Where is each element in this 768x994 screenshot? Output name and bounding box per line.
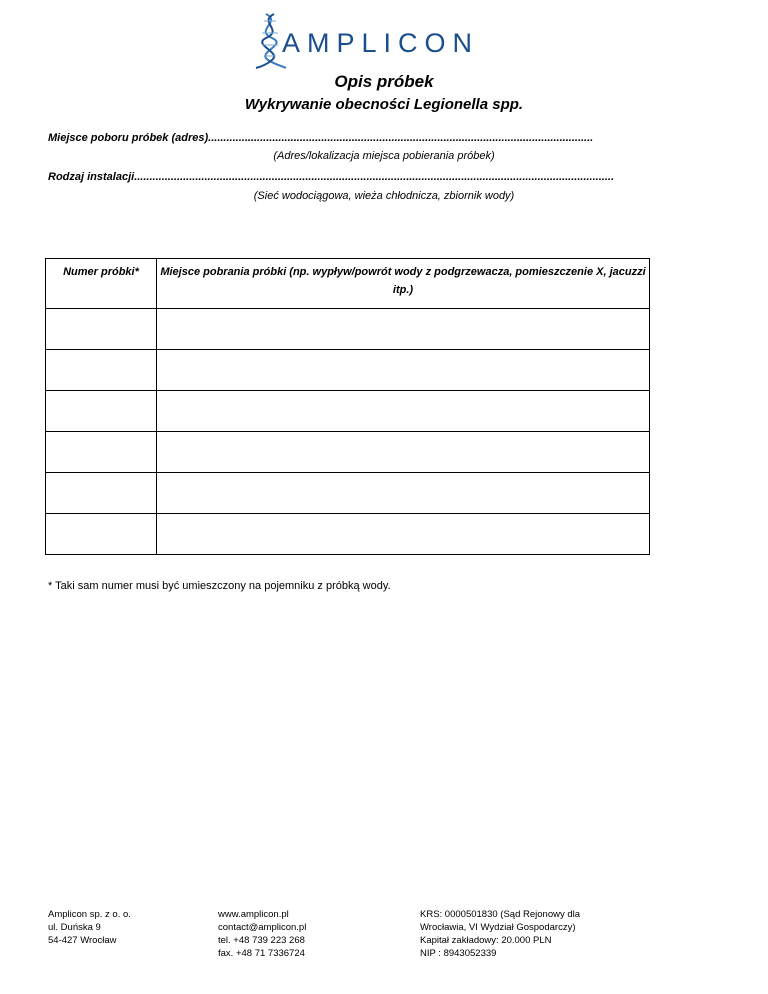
- sample-number-cell[interactable]: [46, 432, 157, 473]
- table-row: [46, 432, 650, 473]
- company-street: ul. Duńska 9: [48, 922, 101, 933]
- website-link[interactable]: www.amplicon.pl: [218, 909, 289, 920]
- phone-number: tel. +48 739 223 268: [218, 935, 305, 946]
- sample-location-cell[interactable]: [157, 514, 650, 555]
- table-row: [46, 309, 650, 350]
- krs-line-1: KRS: 0000501830 (Sąd Rejonowy dla: [420, 909, 581, 920]
- table-row: [46, 350, 650, 391]
- footer-registry: [420, 908, 580, 960]
- sample-location-cell[interactable]: [157, 350, 650, 391]
- sample-number-cell[interactable]: [46, 309, 157, 350]
- sample-location-header: Miejsce pobrania próbki (np. wypływ/powrót wody z podgrzewacza, pomieszczenie X, jacuzzi itp.): [157, 259, 650, 309]
- sample-location-cell[interactable]: [157, 432, 650, 473]
- address-field-hint: (Adres/lokalizacja miejsca pobierania próbek): [273, 150, 495, 162]
- share-capital: Kapitał zakładowy: 20.000 PLN: [420, 935, 552, 946]
- sample-number-cell[interactable]: [46, 473, 157, 514]
- address-field-label: Miejsce poboru próbek (adres)..............................................................................................................................: [48, 132, 594, 144]
- installation-type-field-label: Rodzaj instalacji.............................................................................................................................................................: [48, 171, 615, 183]
- sample-number-header: Numer próbki*: [46, 259, 157, 309]
- installation-type-field-hint: (Sieć wodociągowa, wieża chłodnicza, zbiornik wody): [253, 190, 515, 202]
- footer-company: [48, 908, 131, 947]
- table-row: [46, 514, 650, 555]
- amplicon-logo: [252, 12, 492, 70]
- sample-number-cell[interactable]: [46, 350, 157, 391]
- page-subtitle: Wykrywanie obecności Legionella spp.: [244, 96, 524, 113]
- krs-line-2: Wrocławia, VI Wydział Gospodarczy): [420, 922, 576, 933]
- nip-number: NIP : 8943052339: [420, 948, 497, 959]
- company-city: 54-427 Wrocław: [48, 935, 117, 946]
- sample-location-cell[interactable]: [157, 391, 650, 432]
- footnote: * Taki sam numer musi być umieszczony na pojemniku z próbką wody.: [48, 580, 391, 592]
- fax-number: fax. +48 71 7336724: [218, 948, 305, 959]
- page-title: Opis próbek: [334, 72, 434, 91]
- sample-location-cell[interactable]: [157, 309, 650, 350]
- sample-number-cell[interactable]: [46, 514, 157, 555]
- email-link[interactable]: contact@amplicon.pl: [218, 922, 307, 933]
- company-name: Amplicon sp. z o. o.: [48, 909, 131, 920]
- sample-location-cell[interactable]: [157, 473, 650, 514]
- footer-contact: [218, 908, 306, 960]
- samples-table: [45, 258, 650, 555]
- logo-wordmark: AMPLICON: [282, 28, 480, 58]
- table-row: [46, 473, 650, 514]
- table-row: [46, 391, 650, 432]
- sample-number-cell[interactable]: [46, 391, 157, 432]
- table-header-row: [46, 259, 650, 309]
